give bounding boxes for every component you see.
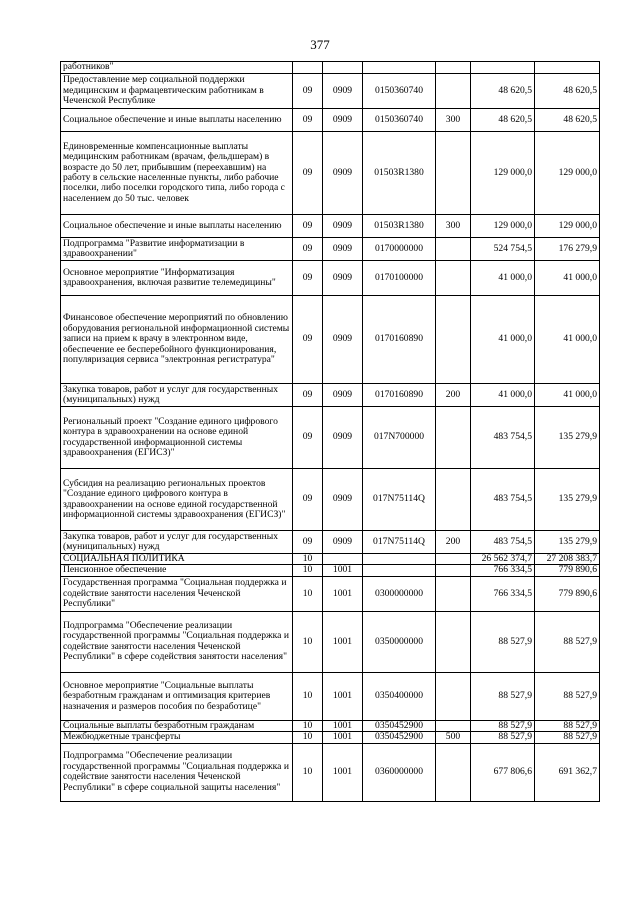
expense-type-code [436,74,471,109]
row-name: Социальное обеспечение и иные выплаты населению [61,109,293,132]
expense-type-code [436,611,471,672]
subsection-code: 1001 [323,576,363,611]
amount-year-2: 88 527,9 [535,732,600,743]
table-row [61,611,600,672]
amount-year-1: 88 527,9 [471,611,535,672]
expense-type-code: 300 [436,215,471,238]
expense-type-code [436,238,471,261]
table-row [61,62,600,74]
amount-year-1: 766 334,5 [471,576,535,611]
row-name: Государственная программа "Социальная поддержка и содействие занятости населения Чеченской Республики" [61,576,293,611]
expense-type-code: 500 [436,732,471,743]
subsection-code: 1001 [323,611,363,672]
table-row [61,576,600,611]
amount-year-1: 483 754,5 [471,531,535,554]
row-name: Межбюджетные трансферты [61,732,293,743]
amount-year-2: 48 620,5 [535,109,600,132]
subsection-code: 1001 [323,732,363,743]
expense-type-code [436,469,471,531]
row-name: Основное мероприятие "Информатизация здравоохранения, включая развитие телемедицины" [61,261,293,296]
amount-year-2: 27 208 383,7 [535,554,600,565]
expense-type-code [436,576,471,611]
amount-year-1: 26 562 374,7 [471,554,535,565]
row-name: Финансовое обеспечение мероприятий по обновлению оборудования региональной информационной системы записи на прием к врачу в электронном виде, обеспечение ее бесперебойного функционирования, популяризация сервиса "электронная регистратура" [61,296,293,384]
row-name: СОЦИАЛЬНАЯ ПОЛИТИКА [61,554,293,565]
target-article-code: 0350452900 [363,720,436,731]
table-row [61,554,600,565]
amount-year-1: 48 620,5 [471,109,535,132]
amount-year-2: 88 527,9 [535,672,600,720]
amount-year-1: 88 527,9 [471,732,535,743]
target-article-code: 0350400000 [363,672,436,720]
target-article-code [363,554,436,565]
subsection-code: 0909 [323,74,363,109]
subsection-code: 0909 [323,109,363,132]
subsection-code: 0909 [323,531,363,554]
amount-year-1: 48 620,5 [471,74,535,109]
row-name: Основное мероприятие "Социальные выплаты безработным гражданам и оптимизация критериев назначения и размеров пособия по безработице" [61,672,293,720]
subsection-code: 0909 [323,407,363,469]
target-article-code: 0360000000 [363,743,436,801]
section-code: 10 [293,732,323,743]
row-name: Единовременные компенсационные выплаты медицинским работникам (врачам, фельдшерам) в возрасте до 50 лет, прибывшим (переехавшим) на работу в сельские населенные пункты, либо рабочие поселки, либо поселки городского типа, либо города с населением до 50 тыс. человек [61,132,293,215]
subsection-code: 0909 [323,261,363,296]
amount-year-2: 41 000,0 [535,261,600,296]
expense-type-code [436,407,471,469]
table-row [61,720,600,731]
expense-type-code [436,743,471,801]
amount-year-1: 129 000,0 [471,132,535,215]
section-code: 10 [293,743,323,801]
target-article-code [363,62,436,74]
section-code: 10 [293,554,323,565]
target-article-code: 0150360740 [363,74,436,109]
table-row [61,238,600,261]
table-row [61,732,600,743]
row-name: работников" [61,62,293,74]
subsection-code [323,62,363,74]
table-row [61,215,600,238]
subsection-code: 0909 [323,296,363,384]
section-code: 09 [293,132,323,215]
table-row [61,672,600,720]
amount-year-1: 524 754,5 [471,238,535,261]
table-row [61,407,600,469]
amount-year-2: 48 620,5 [535,74,600,109]
amount-year-2: 779 890,6 [535,576,600,611]
target-article-code: 0170160890 [363,384,436,407]
target-article-code: 017N75114Q [363,531,436,554]
target-article-code: 0170100000 [363,261,436,296]
row-name: Социальное обеспечение и иные выплаты населению [61,215,293,238]
expense-type-code [436,672,471,720]
target-article-code: 01503R1380 [363,132,436,215]
amount-year-2: 129 000,0 [535,132,600,215]
subsection-code [323,554,363,565]
section-code: 09 [293,261,323,296]
section-code: 10 [293,576,323,611]
expense-type-code [436,296,471,384]
amount-year-2: 779 890,6 [535,565,600,576]
table-row [61,384,600,407]
expense-type-code [436,261,471,296]
amount-year-1: 766 334,5 [471,565,535,576]
table-row [61,132,600,215]
target-article-code: 0350452900 [363,732,436,743]
subsection-code: 1001 [323,672,363,720]
table-row [61,565,600,576]
amount-year-2: 691 362,7 [535,743,600,801]
row-name: Подпрограмма "Развитие информатизации в здравоохранении" [61,238,293,261]
section-code: 09 [293,531,323,554]
subsection-code: 0909 [323,384,363,407]
section-code: 09 [293,384,323,407]
row-name: Социальные выплаты безработным гражданам [61,720,293,731]
amount-year-1: 88 527,9 [471,720,535,731]
amount-year-2: 135 279,9 [535,531,600,554]
target-article-code: 01503R1380 [363,215,436,238]
expense-type-code [436,62,471,74]
row-name: Подпрограмма "Обеспечение реализации государственной программы "Социальная поддержка и содействие занятости населения Чеченской Республики" в сфере социальной защиты населения" [61,743,293,801]
amount-year-2: 129 000,0 [535,215,600,238]
expense-type-code [436,554,471,565]
expense-type-code: 200 [436,531,471,554]
section-code: 09 [293,238,323,261]
section-code: 09 [293,215,323,238]
page-number: 377 [310,37,330,52]
table-row [61,109,600,132]
amount-year-2: 88 527,9 [535,720,600,731]
amount-year-2: 135 279,9 [535,469,600,531]
subsection-code: 0909 [323,132,363,215]
amount-year-2: 176 279,9 [535,238,600,261]
subsection-code: 1001 [323,720,363,731]
target-article-code: 0300000000 [363,576,436,611]
subsection-code: 0909 [323,215,363,238]
expense-type-code [436,565,471,576]
table-row [61,74,600,109]
target-article-code: 0150360740 [363,109,436,132]
table-row [61,469,600,531]
amount-year-1 [471,62,535,74]
amount-year-1: 483 754,5 [471,407,535,469]
section-code: 10 [293,720,323,731]
section-code [293,62,323,74]
budget-table [60,61,600,802]
subsection-code: 0909 [323,469,363,531]
amount-year-1: 129 000,0 [471,215,535,238]
amount-year-2: 135 279,9 [535,407,600,469]
row-name: Региональный проект "Создание единого цифрового контура в здравоохранении на основе единой государственной информационной системы здравоохранения (ЕГИСЗ)" [61,407,293,469]
table-row [61,531,600,554]
section-code: 09 [293,109,323,132]
amount-year-1: 41 000,0 [471,384,535,407]
section-code: 10 [293,565,323,576]
amount-year-1: 483 754,5 [471,469,535,531]
section-code: 10 [293,611,323,672]
expense-type-code: 200 [436,384,471,407]
row-name: Предоставление мер социальной поддержки медицинским и фармацевтическим работникам в Чеченской Республике [61,74,293,109]
expense-type-code: 300 [436,109,471,132]
subsection-code: 1001 [323,743,363,801]
table-row [61,296,600,384]
amount-year-2 [535,62,600,74]
row-name: Подпрограмма "Обеспечение реализации государственной программы "Социальная поддержка и содействие занятости населения Чеченской Республики" в сфере содействия занятости населения" [61,611,293,672]
table-row [61,743,600,801]
amount-year-1: 88 527,9 [471,672,535,720]
target-article-code: 017N75114Q [363,469,436,531]
target-article-code: 0170000000 [363,238,436,261]
subsection-code: 1001 [323,565,363,576]
section-code: 09 [293,407,323,469]
row-name: Закупка товаров, работ и услуг для государственных (муниципальных) нужд [61,384,293,407]
amount-year-1: 41 000,0 [471,261,535,296]
section-code: 09 [293,469,323,531]
table-row [61,261,600,296]
amount-year-1: 677 806,6 [471,743,535,801]
target-article-code: 0350000000 [363,611,436,672]
subsection-code: 0909 [323,238,363,261]
target-article-code: 0170160890 [363,296,436,384]
row-name: Закупка товаров, работ и услуг для государственных (муниципальных) нужд [61,531,293,554]
expense-type-code [436,720,471,731]
amount-year-2: 41 000,0 [535,384,600,407]
section-code: 09 [293,296,323,384]
target-article-code [363,565,436,576]
expense-type-code [436,132,471,215]
section-code: 09 [293,74,323,109]
row-name: Пенсионное обеспечение [61,565,293,576]
amount-year-2: 88 527,9 [535,611,600,672]
amount-year-1: 41 000,0 [471,296,535,384]
row-name: Субсидия на реализацию региональных проектов "Создание единого цифрового контура в здравоохранении на основе единой государственной информационной системы здравоохранения (ЕГИСЗ)" [61,469,293,531]
amount-year-2: 41 000,0 [535,296,600,384]
target-article-code: 017N700000 [363,407,436,469]
section-code: 10 [293,672,323,720]
